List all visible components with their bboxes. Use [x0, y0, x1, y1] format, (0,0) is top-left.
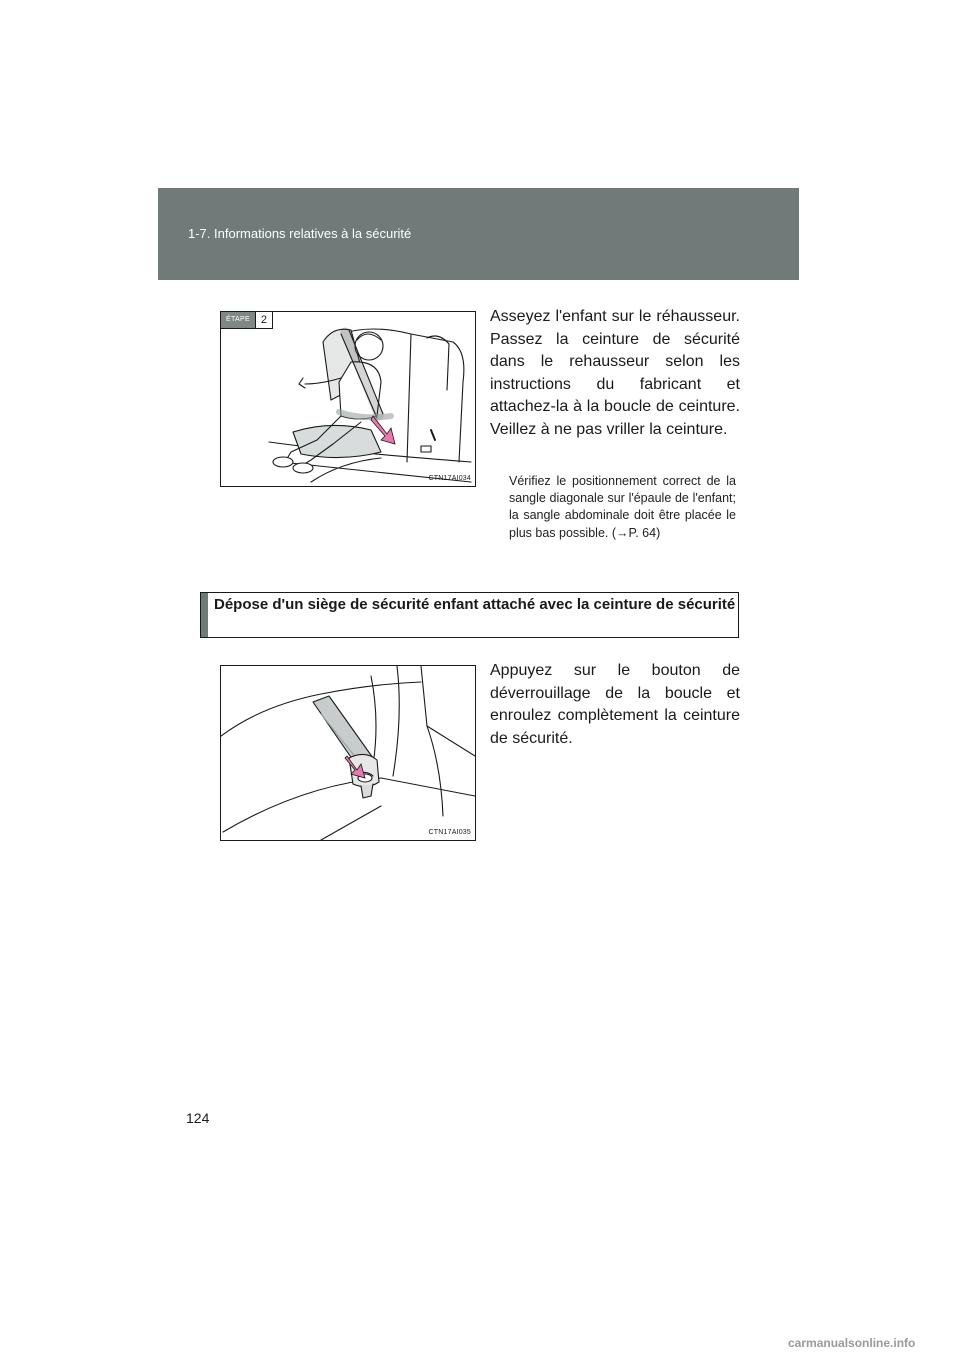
- step-badge-number: 2: [255, 312, 272, 328]
- child-on-booster-drawing: [221, 312, 475, 486]
- illustration-code: CTN17AI034: [428, 475, 471, 482]
- page-number: 124: [186, 1110, 210, 1126]
- footer-watermark: carmanualsonline.info: [788, 1336, 916, 1350]
- buckle-release-drawing: [221, 666, 475, 840]
- removal-section-heading: [200, 592, 739, 638]
- illustration-code: CTN17AI035: [428, 829, 471, 836]
- child-booster-seat-illustration: [220, 311, 476, 487]
- header-band: [158, 188, 799, 280]
- removal-instruction: Appuyez sur le bouton de déverrouillage de la boucle et enroulez complètement la ceinture de sécurité.: [490, 662, 740, 747]
- buckle-release-illustration: [220, 665, 476, 841]
- section-accent-stripe: [201, 593, 208, 637]
- removal-section-title: Dépose d'un siège de sécurité enfant attaché avec la ceinture de sécurité: [214, 596, 736, 613]
- step2-instruction: Asseyez l'enfant sur le réhausseur. Passez la ceinture de sécurité dans le rehausseur selon les instructions du fabricant et attachez-la à la boucle de ceinture. Veillez à ne pas vriller la ceinture.: [490, 308, 740, 438]
- step-badge-label: ÉTAPE: [221, 312, 255, 328]
- step2-note: Vérifiez le positionnement correct de la sangle diagonale sur l'épaule de l'enfant; la sangle abdominale doit être placée le plus bas possible. (→P. 64): [509, 474, 736, 540]
- step-badge: [221, 312, 273, 329]
- section-header-title: 1-7. Informations relatives à la sécurité: [188, 226, 412, 241]
